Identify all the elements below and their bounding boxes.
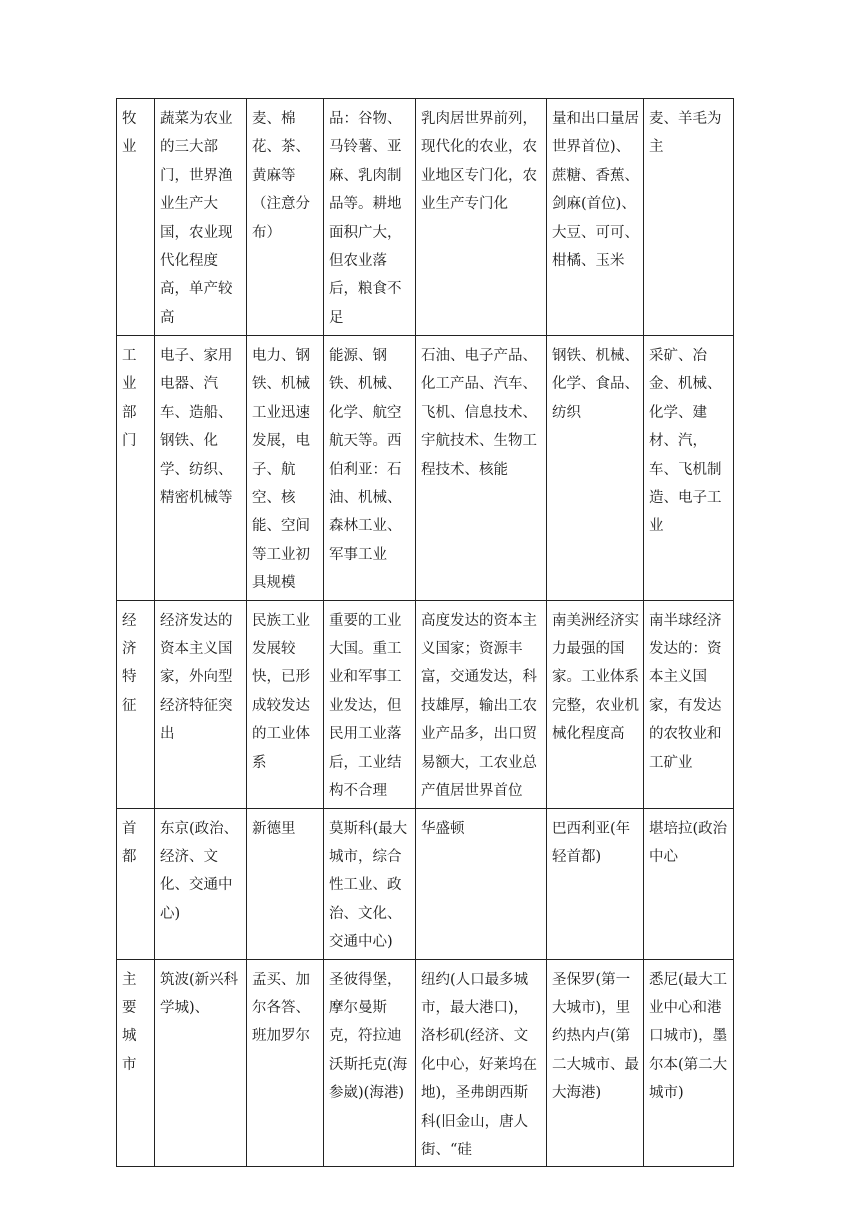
table-row — [117, 959, 734, 1167]
table-cell: 采矿、冶金、机械、化学、建材、汽，车、飞机制造、电子工业 — [644, 336, 734, 601]
table-cell: 能源、钢铁、机械、化学、航空航天等。西伯利亚：石油、机械、森林工业、军事工业 — [324, 336, 416, 601]
table-row — [117, 99, 734, 336]
row-header: 牧业 — [117, 99, 155, 336]
table-cell: 华盛顿 — [416, 808, 547, 959]
table-cell: 东京(政治、经济、文化、交通中心) — [155, 808, 247, 959]
table-cell: 乳肉居世界前列，现代化的农业，农业地区专门化，农业生产专门化 — [416, 99, 547, 336]
row-header: 工业部门 — [117, 336, 155, 601]
table-row — [117, 600, 734, 808]
table-cell: 蔬菜为农业的三大部门，世界渔业生产大国，农业现代化程度高，单产较高 — [155, 99, 247, 336]
table-cell: 孟买、加尔各答、班加罗尔 — [247, 959, 324, 1167]
row-header: 经济特征 — [117, 600, 155, 808]
table-cell: 经济发达的资本主义国家，外向型经济特征突出 — [155, 600, 247, 808]
table-cell: 南半球经济发达的：资本主义国家，有发达的农牧业和工矿业 — [644, 600, 734, 808]
table-cell: 麦、羊毛为主 — [644, 99, 734, 336]
table-cell: 品：谷物、马铃薯、亚麻、乳肉制品等。耕地面积广大，但农业落后，粮食不足 — [324, 99, 416, 336]
table-cell: 圣彼得堡，摩尔曼斯克，符拉迪沃斯托克(海参崴)(海港) — [324, 959, 416, 1167]
table-cell: 莫斯科(最大城市，综合性工业、政治、文化、交通中心) — [324, 808, 416, 959]
table-cell: 民族工业发展较快，已形成较发达的工业体系 — [247, 600, 324, 808]
table-cell: 南美洲经济实力最强的国家。工业体系完整，农业机械化程度高 — [547, 600, 644, 808]
table-cell: 筑波(新兴科学城)、 — [155, 959, 247, 1167]
table-cell: 麦、棉花、茶、黄麻等（注意分布） — [247, 99, 324, 336]
table-cell: 堪培拉(政治中心 — [644, 808, 734, 959]
table-cell: 电子、家用电器、汽车、造船、钢铁、化学、纺织、精密机械等 — [155, 336, 247, 601]
table-row — [117, 808, 734, 959]
table-cell: 高度发达的资本主义国家；资源丰富，交通发达，科技雄厚，输出工农业产品多，出口贸易额大，工农业总产值居世界首位 — [416, 600, 547, 808]
table-cell: 钢铁、机械、化学、食品、纺织 — [547, 336, 644, 601]
table-cell: 量和出口量居世界首位)、蔗糖、香蕉、剑麻(首位)、大豆、可可、柑橘、玉米 — [547, 99, 644, 336]
table-cell: 电力、钢铁、机械工业迅速发展，电子、航空、核能、空间等工业初具规模 — [247, 336, 324, 601]
row-header: 首都 — [117, 808, 155, 959]
table-cell: 重要的工业大国。重工业和军事工业发达，但民用工业落后，工业结构不合理 — [324, 600, 416, 808]
table-cell: 圣保罗(第一大城市)，里约热内卢(第二大城市、最大海港) — [547, 959, 644, 1167]
row-header: 主要城市 — [117, 959, 155, 1167]
comparison-table — [116, 98, 734, 1167]
table-cell: 纽约(人口最多城市，最大港口)，洛杉矶(经济、文化中心，好莱坞在地)，圣弗朗西斯科(旧金山，唐人街、“硅 — [416, 959, 547, 1167]
table-cell: 悉尼(最大工业中心和港口城市)，墨尔本(第二大城市) — [644, 959, 734, 1167]
table-row — [117, 336, 734, 601]
table-cell: 巴西利亚(年轻首都) — [547, 808, 644, 959]
table-cell: 新德里 — [247, 808, 324, 959]
table-cell: 石油、电子产品、化工产品、汽车、飞机、信息技术、宇航技术、生物工程技术、核能 — [416, 336, 547, 601]
